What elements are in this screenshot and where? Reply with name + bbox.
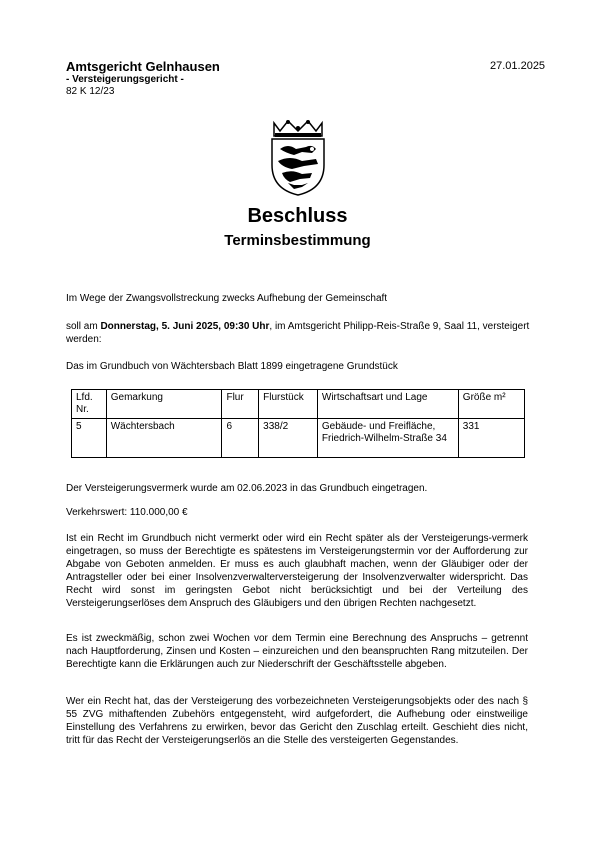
header-wirtschaftsart: Wirtschaftsart und Lage	[317, 390, 458, 419]
court-subtitle: - Versteigerungsgericht -	[66, 74, 184, 85]
cell-groesse: 331	[458, 419, 524, 458]
hessen-coat-of-arms-icon	[266, 119, 330, 197]
grundbuch-text: Das im Grundbuch von Wächtersbach Blatt 1899 eingetragene Grundstück	[66, 361, 398, 372]
document-subtitle: Terminsbestimmung	[224, 232, 371, 249]
cell-gemarkung: Wächtersbach	[106, 419, 222, 458]
case-number: 82 K 12/23	[66, 86, 115, 97]
intro-text: Im Wege der Zwangsvollstreckung zwecks Aufhebung der Gemeinschaft	[66, 293, 388, 304]
cell-flur: 6	[222, 419, 259, 458]
header-gemarkung: Gemarkung	[106, 390, 222, 419]
header-lfd-nr: Lfd. Nr.	[72, 390, 107, 419]
paragraph-anmeldung: Ist ein Recht im Grundbuch nicht vermerkt oder wird ein Recht später als der Versteigerungs-vermerk eingetragen, so muss der Berechtigte es spätestens im Versteigerungstermin vor der Aufforderung zur Abgabe von Geboten anmelden. Er muss es auch glaubhaft machen, wenn der Gläubiger oder der Antragsteller oder bei einer Insolvenzverwalterversteigerung der Insolvenzverwalter widerspricht. Das Recht wird sonst im geringsten Gebot nicht berücksichtigt und bei der Verteilung des Versteigerungserlöses dem Anspruch des Gläubigers und den übrigen Rechten nachgesetzt.	[66, 533, 528, 609]
termin-text	[66, 320, 532, 346]
paragraph-aufhebung: Wer ein Recht hat, das der Versteigerung des vorbezeichneten Versteigerungsobjekts oder des nach § 55 ZVG mithaftenden Zubehörs entgegensteht, wird aufgefordert, die Aufhebung oder einstweilige Einstellung des Verfahrens zu erwirken, bevor das Gericht den Zuschlag erteilt. Geschieht dies nicht, tritt für das Recht der Versteigerungserlös an die Stelle des versteigerten Gegenstandes.	[66, 696, 528, 746]
document-title: Beschluss	[247, 205, 348, 227]
cell-lfd-nr: 5	[72, 419, 107, 458]
cell-flurstueck: 338/2	[259, 419, 318, 458]
property-table	[71, 389, 525, 458]
termin-suffix: , im Amtsgericht Philipp-Reis-Straße 9, Saal 11, versteigert werden:	[66, 321, 530, 345]
table-row	[72, 419, 525, 458]
paragraph-berechnung: Es ist zweckmäßig, schon zwei Wochen vor dem Termin eine Berechnung des Anspruchs – getrennt nach Hauptforderung, Zinsen und Kosten – einzureichen und den beanspruchten Rang mitzuteilen. Der Berechtigte kann die Erklärungen auch zur Niederschrift der Geschäftsstelle abgeben.	[66, 633, 528, 670]
termin-prefix: soll am	[66, 321, 101, 332]
termin-date: Donnerstag, 5. Juni 2025, 09:30 Uhr	[100, 321, 270, 332]
vermerk-text: Der Versteigerungsvermerk wurde am 02.06.2023 in das Grundbuch eingetragen.	[66, 483, 428, 494]
document-date: 27.01.2025	[490, 60, 546, 72]
court-name: Amtsgericht Gelnhausen	[66, 59, 220, 74]
header-groesse: Größe m²	[458, 390, 524, 419]
header-flurstueck: Flurstück	[259, 390, 318, 419]
cell-wirtschaftsart: Gebäude- und Freifläche, Friedrich-Wilhelm-Straße 34	[317, 419, 458, 458]
header-flur: Flur	[222, 390, 259, 419]
table-header-row	[72, 390, 525, 419]
verkehrswert-text: Verkehrswert: 110.000,00 €	[66, 507, 188, 518]
